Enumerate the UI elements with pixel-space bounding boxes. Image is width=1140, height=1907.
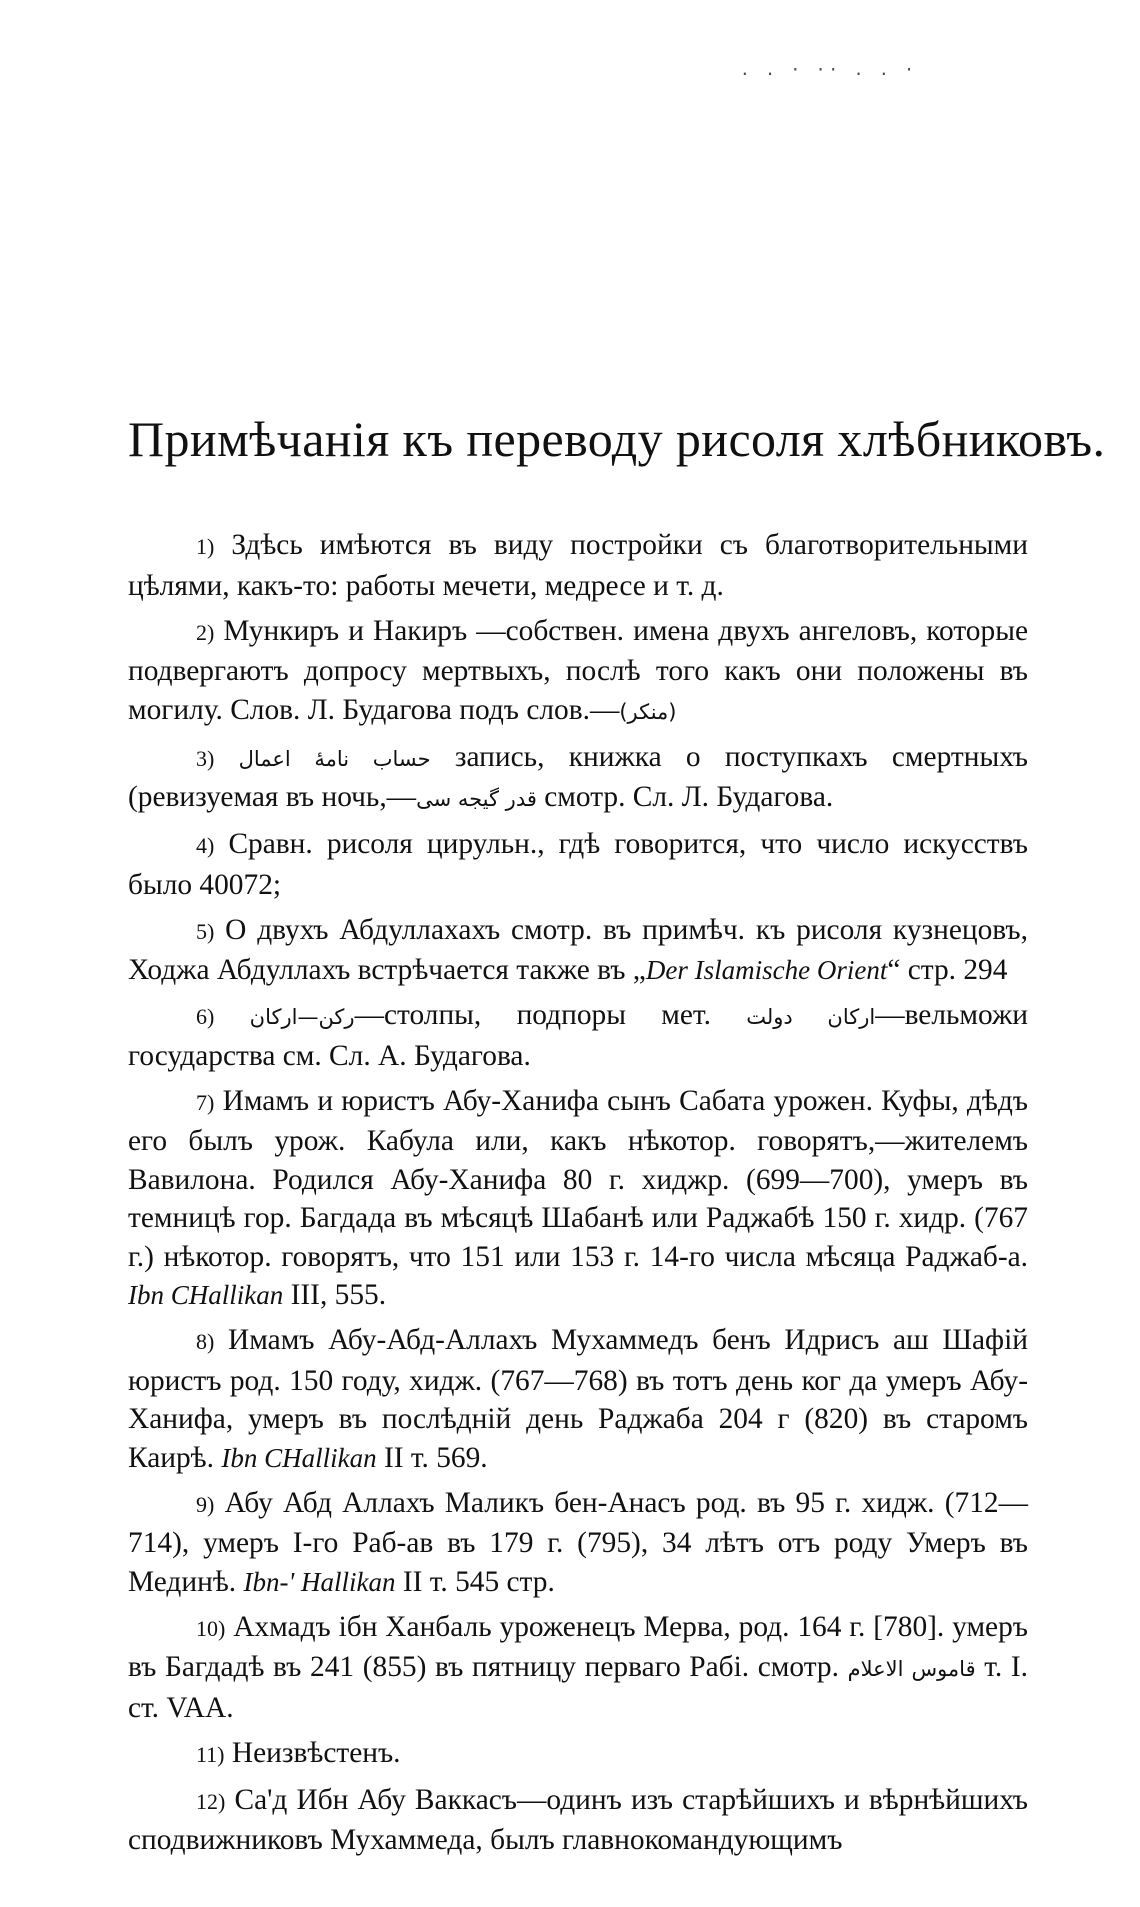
source-citation: Ibn CHallikan xyxy=(221,1442,377,1473)
note-text: О двухъ Абдуллахахъ смотр. въ примѣч. къ рисоля кузнецовъ, Ходжа Абдуллахъ встрѣчается также въ „ xyxy=(128,913,1028,986)
note-text-after: II т. 545 стр. xyxy=(395,1565,555,1598)
source-citation: Ibn CHallikan xyxy=(128,1280,284,1310)
note-text-after: т. I. ст. VAA. xyxy=(128,1651,1029,1724)
note-text: Мункиръ и Накиръ —собствен. имена двухъ ангеловъ, которые подвергаютъ допросу мертвыхъ, послѣ того какъ они положены въ могилу. Слов. Л. Будагова подъ слов.— xyxy=(128,614,1028,726)
note-number: 1) xyxy=(196,534,215,559)
arabic-term-2: قدر گیجه سی xyxy=(416,787,537,811)
note-text-after: “ стр. 294 xyxy=(887,954,1008,986)
note-5 xyxy=(128,911,1028,990)
note-number: 9) xyxy=(196,1491,215,1517)
arabic-term: ركن—اركان xyxy=(249,1005,355,1029)
note-text: Имамъ и юристъ Абу-Ханифа сынъ Сабата урожен. Куфы, дѣдъ его былъ урож. Кабула или, какъ нѣкотор. говорятъ,—жителемъ Вавилона. Родился Абу-Ханифа 80 г. хиджр. (699—700), умеръ въ темницѣ гор. Багдада въ мѣсяцѣ Шабанѣ или Раджабѣ 150 г. хидр. (767 г.) нѣкотор. говорятъ, что 151 или 153 г. 14-го числа мѣсяца Раджаб-а. xyxy=(128,1084,1028,1273)
note-text: Имамъ Абу-Абд-Аллахъ Мухаммедъ бенъ Идрисъ аш Шафій юристъ род. 150 году, хидж. (767—768) въ тотъ день ког да умеръ Абу-Ханифа, умеръ въ послѣдній день Раджаба 204 г (820) въ старомъ Каирѣ. xyxy=(128,1324,1028,1474)
note-2 xyxy=(128,612,1028,732)
note-number: 6) xyxy=(196,1004,215,1029)
note-text-after: II т. 569. xyxy=(376,1441,488,1474)
note-text: —столпы, подпоры мет. xyxy=(354,999,711,1031)
note-7 xyxy=(128,1082,1028,1315)
note-text: Са'д Ибн Абу Ваккасъ—одинъ изъ старѣйшихъ и вѣрнѣйшихъ сподвижниковъ Мухаммеда, былъ главнокомандующимъ xyxy=(128,1783,1028,1856)
arabic-term: (منكر) xyxy=(619,699,677,724)
note-3 xyxy=(128,738,1028,819)
note-6 xyxy=(128,996,1028,1075)
note-text: Ахмадъ ібн Ханбаль уроженецъ Мерва, род. 164 г. [780]. умеръ въ Багдадѣ въ 241 (855) въ пятницу перваго Рабі. смотр. xyxy=(128,1610,1028,1683)
note-number: 10) xyxy=(196,1615,226,1641)
note-number: 4) xyxy=(196,833,215,858)
note-text: Неизвѣстенъ. xyxy=(231,1736,401,1769)
source-citation: Der Islamische Orient xyxy=(645,955,888,985)
note-text: Здѣсь имѣются въ виду постройки съ благотворительными цѣлями, какъ-то: работы мечети, медресе и т. д. xyxy=(128,529,1028,602)
note-number: 3) xyxy=(196,745,215,771)
notes-list xyxy=(128,526,1028,1866)
note-text-after: III, 555. xyxy=(283,1279,387,1311)
note-text: Сравн. рисоля цирульн., гдѣ говорится, что число искусствъ было 40072; xyxy=(128,828,1028,901)
note-number: 11) xyxy=(196,1741,225,1767)
note-10 xyxy=(128,1608,1028,1728)
arabic-term: قاموس الاعلام xyxy=(847,1657,976,1681)
note-number: 12) xyxy=(196,1788,226,1814)
source-citation: Ibn-' Hallikan xyxy=(243,1566,396,1597)
header-specks: . . · ·· . . · xyxy=(740,60,917,79)
note-number: 7) xyxy=(196,1089,215,1115)
note-number: 2) xyxy=(196,619,215,645)
note-text: Абу Абд Аллахъ Маликъ бен-Анасъ род. въ 95 г. хидж. (712—714), умеръ I-го Раб-ав въ 179 г. (795), 34 лѣтъ отъ роду Умеръ въ Мединѣ. xyxy=(128,1486,1028,1598)
note-4 xyxy=(128,825,1028,904)
arabic-term-2: اركان دولت xyxy=(746,1005,876,1029)
note-1 xyxy=(128,526,1028,605)
page-title: Примѣчанія къ переводу рисоля хлѣбниковъ. xyxy=(128,411,1106,467)
note-11 xyxy=(128,1734,1028,1775)
note-12 xyxy=(128,1781,1028,1860)
note-number: 5) xyxy=(196,918,215,944)
note-8 xyxy=(128,1321,1028,1477)
note-number: 8) xyxy=(196,1329,215,1354)
note-text: запись, книжка о поступкахъ смертныхъ (ревизуемая въ ночь,— xyxy=(128,740,1028,813)
note-text-after: смотр. Сл. Л. Будагова. xyxy=(536,781,834,813)
note-text-after: —вельможи государства см. Сл. А. Будагова. xyxy=(128,999,1029,1072)
arabic-term: حساب نامۀ اعمال xyxy=(238,746,431,771)
note-9 xyxy=(128,1484,1028,1602)
